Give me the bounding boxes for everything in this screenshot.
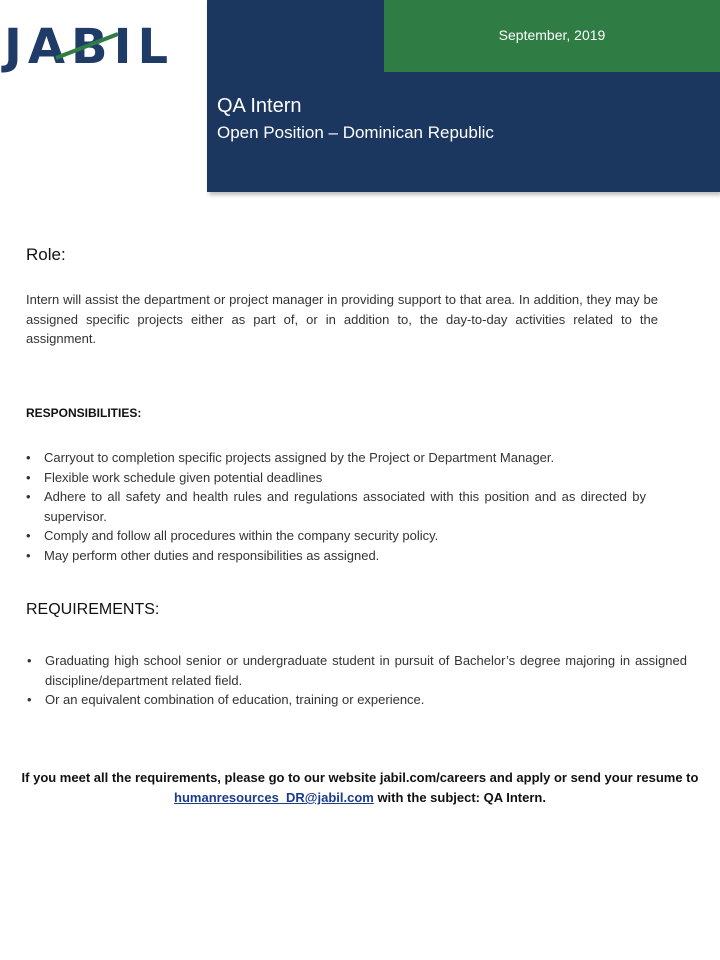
list-item: • Flexible work schedule given potential deadlines <box>26 468 646 488</box>
list-item: • Graduating high school senior or undergraduate student in pursuit of Bachelor’s degree majoring in assigned discipline/department related field. <box>27 653 687 688</box>
requirements-heading: REQUIREMENTS: <box>26 601 160 618</box>
role-description: Intern will assist the department or project manager in providing support to that area. In addition, they may be assigned specific projects either as part of, or in addition to, the day-to-day activities related to the assignment. <box>26 292 658 346</box>
responsibilities-heading: RESPONSIBILITIES: <box>26 406 142 420</box>
apply-text-end: with the subject: QA Intern. <box>373 790 546 805</box>
responsibilities-list <box>26 448 646 565</box>
job-title: QA Intern <box>217 95 302 117</box>
list-item: • Or an equivalent combination of education, training or experience. <box>27 690 687 710</box>
bullet-icon: • <box>26 450 31 465</box>
list-item: • Carryout to completion specific projects assigned by the Project or Department Manager. <box>26 448 646 468</box>
apply-text: If you meet all the requirements, please go to our website jabil.com/careers and apply or send your resume to <box>21 770 699 785</box>
bullet-icon: • <box>27 653 32 668</box>
bullet-icon: • <box>26 528 31 543</box>
date-banner <box>384 0 720 72</box>
logo-text: JABIL <box>4 19 175 75</box>
bullet-icon: • <box>26 547 31 563</box>
bullet-icon: • <box>26 469 31 485</box>
list-item: • Comply and follow all procedures within the company security policy. <box>26 526 646 546</box>
bullet-icon: • <box>26 489 31 504</box>
logo-swoosh-icon <box>52 28 122 68</box>
job-location: Open Position – Dominican Republic <box>217 123 494 142</box>
bullet-icon: • <box>27 692 32 707</box>
list-item: • May perform other duties and responsibilities as assigned. <box>26 546 646 566</box>
posting-date: September, 2019 <box>498 27 606 43</box>
list-item: • Adhere to all safety and health rules and regulations associated with this position and as directed by supervisor. <box>26 489 646 524</box>
apply-instructions <box>14 768 706 808</box>
email-link[interactable]: humanresources_DR@jabil.com <box>174 790 374 805</box>
jabil-logo <box>4 19 196 75</box>
role-heading: Role: <box>26 245 66 264</box>
requirements-list <box>27 651 687 710</box>
